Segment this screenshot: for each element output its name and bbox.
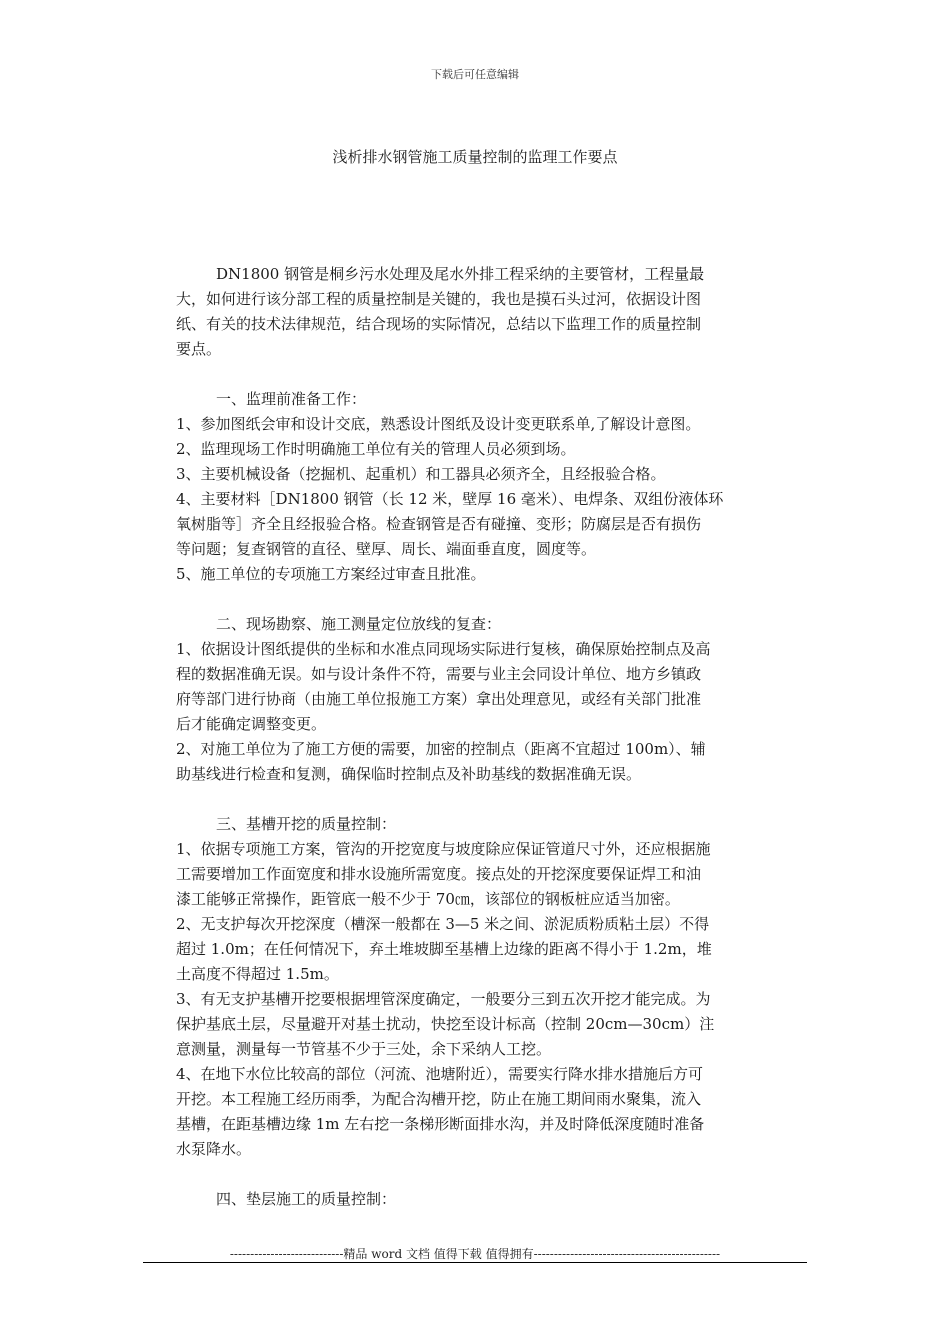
section-line: 4、主要材料［DN1800 钢管（长 12 米，壁厚 16 毫米）、电焊条、双组份液体环 bbox=[176, 490, 724, 508]
section-line: 等问题；复查钢管的直径、壁厚、周长、端面垂直度，圆度等。 bbox=[176, 540, 597, 558]
section-line: 氧树脂等］齐全且经报验合格。检查钢管是否有碰撞、变形；防腐层是否有损伤 bbox=[176, 515, 702, 533]
section-line: 2、无支护每次开挖深度（槽深一般都在 3—5 米之间、淤泥质粉质粘土层）不得 bbox=[176, 915, 710, 933]
section-line: 1、参加图纸会审和设计交底，熟悉设计图纸及设计变更联系单,了解设计意图。 bbox=[176, 415, 701, 433]
section-line: 3、有无支护基槽开挖要根据埋管深度确定，一般要分三到五次开挖才能完成。为 bbox=[176, 990, 711, 1008]
footer-banner: ----------------------------精品 word 文档 值得下载 值得拥有---------------------------------------------- bbox=[229, 1247, 721, 1261]
intro-line: 要点。 bbox=[176, 340, 222, 358]
section-line: 开挖。本工程施工经历雨季，为配合沟槽开挖，防止在施工期间雨水聚集，流入 bbox=[176, 1090, 702, 1108]
intro-paragraph bbox=[176, 262, 788, 362]
section-line: 府等部门进行协商（由施工单位报施工方案）拿出处理意见，或经有关部门批准 bbox=[176, 690, 702, 708]
section-4 bbox=[176, 1187, 788, 1212]
section-line: 4、在地下水位比较高的部位（河流、池塘附近），需要实行降水排水措施后方可 bbox=[176, 1065, 704, 1083]
header-note: 下载后可任意编辑 bbox=[431, 68, 519, 81]
intro-line: DN1800 钢管是桐乡污水处理及尾水外排工程采纳的主要管材，工程量最 bbox=[216, 265, 705, 283]
intro-line: 大，如何进行该分部工程的质量控制是关键的，我也是摸石头过河，依据设计图 bbox=[176, 290, 702, 308]
section-line: 2、对施工单位为了施工方便的需要，加密的控制点（距离不宜超过 100m）、辅 bbox=[176, 740, 706, 758]
section-line: 后才能确定调整变更。 bbox=[176, 715, 327, 733]
section-line: 水泵降水。 bbox=[176, 1140, 252, 1158]
section-line: 漆工能够正常操作，距管底一般不少于 70㎝，该部位的钢板桩应适当加密。 bbox=[176, 890, 680, 908]
footer-divider bbox=[143, 1262, 807, 1263]
document-body bbox=[176, 262, 788, 1212]
section-line: 1、依据专项施工方案，管沟的开挖宽度与坡度除应保证管道尺寸外，还应根据施 bbox=[176, 840, 711, 858]
section-line: 1、依据设计图纸提供的坐标和水准点同现场实际进行复核，确保原始控制点及高 bbox=[176, 640, 711, 658]
section-line: 5、施工单位的专项施工方案经过审查且批准。 bbox=[176, 565, 486, 583]
section-heading: 二、现场勘察、施工测量定位放线的复查： bbox=[216, 615, 502, 633]
section-3 bbox=[176, 812, 788, 1162]
section-line: 2、监理现场工作时明确施工单位有关的管理人员必须到场。 bbox=[176, 440, 576, 458]
section-heading: 一、监理前准备工作： bbox=[216, 390, 367, 408]
section-line: 基槽，在距基槽边缘 1m 左右挖一条梯形断面排水沟，并及时降低深度随时准备 bbox=[176, 1115, 705, 1133]
section-2 bbox=[176, 612, 788, 787]
section-line: 程的数据准确无误。如与设计条件不符，需要与业主会同设计单位、地方乡镇政 bbox=[176, 665, 702, 683]
section-line: 助基线进行检查和复测，确保临时控制点及补助基线的数据准确无误。 bbox=[176, 765, 642, 783]
section-heading: 三、基槽开挖的质量控制： bbox=[216, 815, 397, 833]
section-heading: 四、垫层施工的质量控制： bbox=[216, 1190, 397, 1208]
section-1 bbox=[176, 387, 788, 587]
document-title: 浅析排水钢管施工质量控制的监理工作要点 bbox=[332, 148, 618, 166]
section-line: 土高度不得超过 1.5m。 bbox=[176, 965, 339, 983]
section-line: 保护基底土层，尽量避开对基土扰动，快挖至设计标高（控制 20cm—30cm）注 bbox=[176, 1015, 715, 1033]
section-line: 3、主要机械设备（挖掘机、起重机）和工器具必须齐全，且经报验合格。 bbox=[176, 465, 666, 483]
intro-line: 纸、有关的技术法律规范，结合现场的实际情况，总结以下监理工作的质量控制 bbox=[176, 315, 702, 333]
section-line: 工需要增加工作面宽度和排水设施所需宽度。接点处的开挖深度要保证焊工和油 bbox=[176, 865, 702, 883]
section-line: 超过 1.0m；在任何情况下，弃土堆坡脚至基槽上边缘的距离不得小于 1.2m，堆 bbox=[176, 940, 712, 958]
section-line: 意测量，测量每一节管基不少于三处，余下采纳人工挖。 bbox=[176, 1040, 552, 1058]
